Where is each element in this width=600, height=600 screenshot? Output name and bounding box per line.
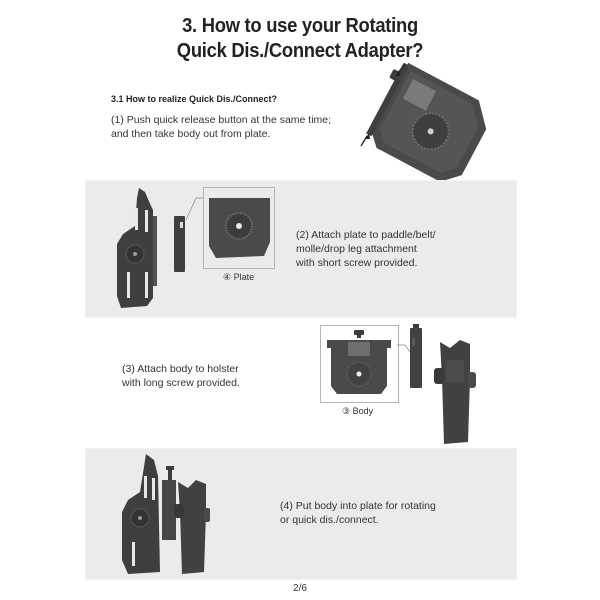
plate-caption: ④ Plate — [223, 272, 255, 282]
step-4-line-2: or quick dis./connect. — [280, 514, 379, 526]
adapter-release-illustration — [355, 62, 505, 180]
body-caption: ③ Body — [342, 406, 374, 416]
step-1-line-1: Push quick release button at the same time; — [126, 114, 332, 126]
step-2-text — [296, 228, 436, 270]
title-line-2: Quick Dis./Connect Adapter? — [176, 40, 424, 62]
leader-line — [186, 196, 204, 220]
step-4-text — [280, 499, 436, 527]
assembled-holster-illustration — [118, 452, 218, 578]
body-side-illustration — [408, 324, 424, 388]
step-3-text — [122, 362, 240, 390]
step-3-number: (3) — [122, 363, 135, 375]
step-2-number: (2) — [296, 229, 309, 241]
plate-frame — [203, 187, 275, 269]
page-number: 2/6 — [293, 583, 307, 594]
step-2-line-1: Attach plate to paddle/belt/ — [311, 229, 436, 241]
step-2-line-3: with short screw provided. — [296, 257, 418, 269]
holster-illustration — [432, 338, 480, 448]
step-3-line-1: Attach body to holster — [137, 363, 239, 375]
step-1-number: (1) — [111, 114, 124, 126]
paddle-attachment-illustration — [113, 186, 163, 310]
plate-side-illustration — [173, 216, 187, 272]
arrow-icon-bottom — [361, 133, 370, 146]
page-title — [24, 14, 576, 64]
step-1-line-2: and then take body out from plate. — [111, 128, 271, 140]
step-4-number: (4) — [280, 500, 293, 512]
step-3-line-2: with long screw provided. — [122, 377, 240, 389]
body-frame — [320, 325, 399, 403]
step-1-text — [111, 113, 331, 141]
section-heading: 3.1 How to realize Quick Dis./Connect? — [111, 94, 278, 104]
step-2-line-2: molle/drop leg attachment — [296, 243, 417, 255]
title-line-1: 3. How to use your Rotating — [182, 15, 418, 37]
step-4-line-1: Put body into plate for rotating — [295, 500, 436, 512]
